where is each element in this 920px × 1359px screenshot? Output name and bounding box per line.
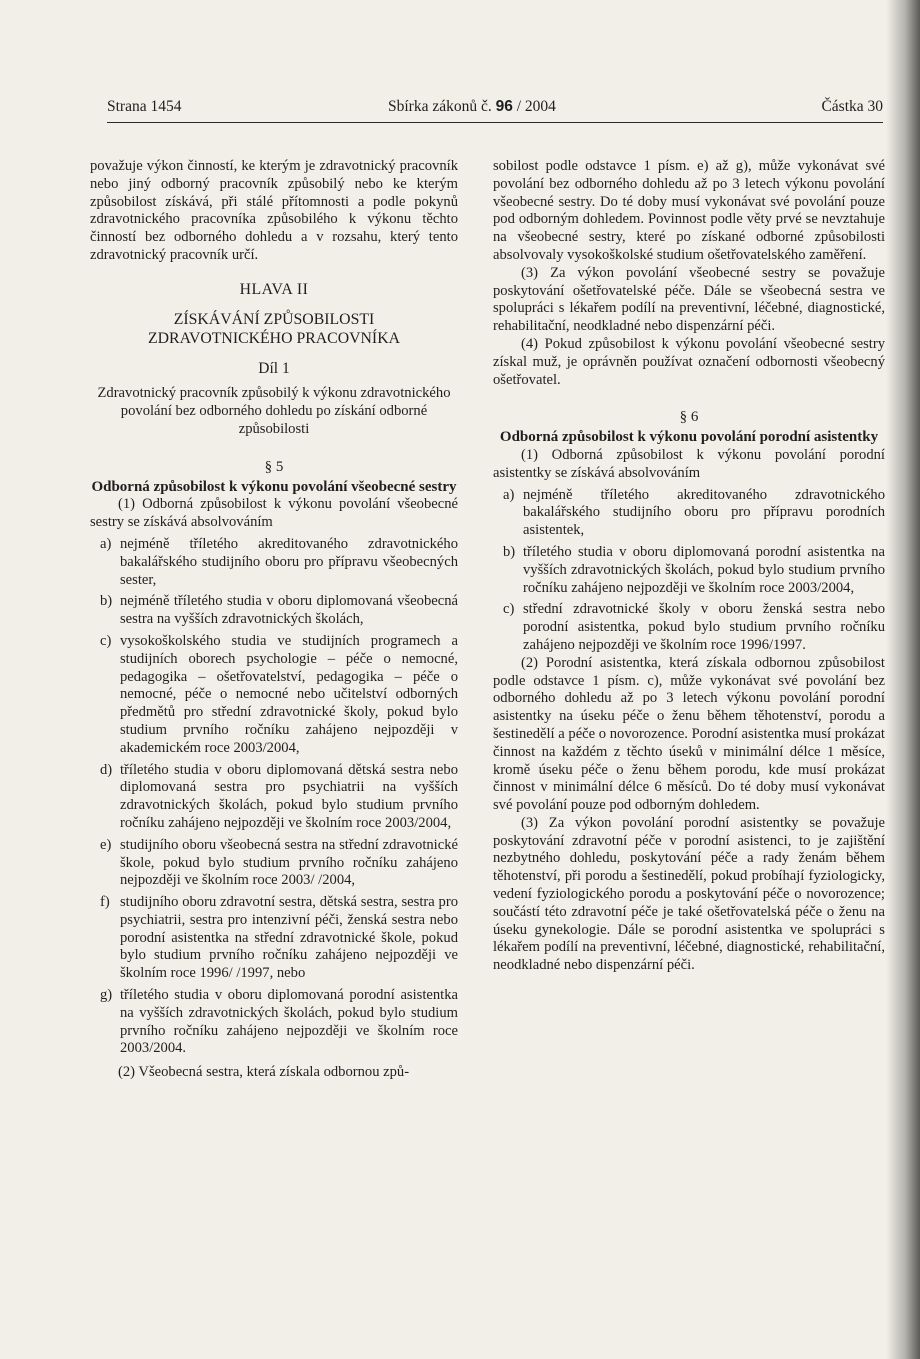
chapter-heading: HLAVA II: [239, 280, 309, 298]
list-item-text: studijního oboru zdravotní sestra, dětská sestra, sestra pro psychiatrii, sestra pro intenzivní péči, ženská sestra nebo porodní asistentka na střední zdravotnické škole, pokud bylo studium prvního ročníku zahájeno nejpozději ve školním roce 1996/ /1997, nebo: [120, 894, 458, 982]
list-item: [90, 987, 458, 1058]
list-item-text: vysokoškolského studia ve studijních programech a studijních oborech psychologie – péče o nemocné, pedagogika – ošetřovatelství, pedagogika – péče o nemocné, péče o nemocné nebo učitelství odborných předmětů pro střední zdravotnické školy, pokud bylo studium prvního ročníku zahájeno nejpozději v akademickém roce 2003/2004,: [120, 632, 458, 756]
collection-number: 96: [495, 98, 513, 115]
part-number: Částka 30: [821, 98, 883, 115]
list-item: [90, 536, 458, 589]
section-6-list: [493, 487, 885, 655]
list-item-label: b): [100, 593, 113, 610]
list-item: [90, 894, 458, 983]
section-5-paragraph-1: (1) Odborná způsobilost k výkonu povolání všeobecné sestry se získává absolvováním: [90, 496, 458, 531]
list-item-label: g): [100, 987, 113, 1004]
list-item: [90, 837, 458, 890]
section-5-paragraph-2-start: (2) Všeobecná sestra, která získala odbornou způ-: [118, 1064, 410, 1081]
section-6-paragraph-2: (2) Porodní asistentka, která získala odbornou způsobilost podle odstavce 1 písm. c), může vykonávat své povolání bez odborného dohledu až po 3 letech výkonu povolání porodní asistentky na úseku péče o ženu během těhotenství, porodu a šestinedělí a péče o novorozence. Porodní asistentka musí prokázat činnost na každém z těchto úseků v minimální délce 1 měsíce, kromě úseku péče o ženu během porodu, kde musí prokázat činnost v minimální délce 6 měsíců. Do té doby musí vykonávat své povolání pouze pod odborným dohledem.: [493, 654, 885, 814]
section-5-paragraph-2-continued: sobilost podle odstavce 1 písm. e) až g), může vykonávat své povolání bez odborného dohledu až po 3 letech výkonu povolání všeobecné sestry. Do té doby musí vykonávat své povolání pouze pod odborným dohledem. Povinnost podle věty prvé se nevztahuje na všeobecné sestry, které po získané odborné způsobilosti absolvovaly vysokoškolské studium ošetřovatelského zaměření.: [493, 158, 885, 263]
section-5-title: Odborná způsobilost k výkonu povolání všeobecné sestry: [91, 478, 457, 495]
section-5-paragraph-4: (4) Pokud způsobilost k výkonu povolání všeobecné sestry získal muž, je oprávněn používat označení odbornosti všeobecný ošetřovatel.: [493, 335, 885, 388]
left-column: [90, 158, 458, 1082]
list-item-label: e): [100, 836, 112, 853]
section-6-title: Odborná způsobilost k výkonu povolání porodní asistentky: [499, 429, 879, 446]
list-item-text: tříletého studia v oboru diplomovaná porodní asistentka na vyšších zdravotnických školách, pokud bylo studium prvního ročníku zahájeno nejpozději ve školním roce 2003/2004.: [120, 987, 458, 1057]
collection-prefix: Sbírka zákonů č.: [388, 98, 492, 115]
collection-year: / 2004: [516, 98, 556, 115]
intro-paragraph: považuje výkon činností, ke kterým je zdravotnický pracovník nebo jiný odborný pracovník způsobilý nebo ke kterým způsobilost získává, při stálé přítomnosti a podle pokynů zdravotnického pracovníka způsobilého k výkonu těchto činností bez odborného dohledu a v rozsahu, který tento zdravotnický pracovník určí.: [90, 158, 458, 263]
list-item-label: a): [503, 486, 515, 503]
list-item-text: studijního oboru všeobecná sestra na střední zdravotnické škole, pokud bylo studium prvního ročníku zahájeno nejpozději ve školním roce 2003/ /2004,: [120, 836, 458, 889]
collection-title: [388, 98, 556, 116]
list-item-label: c): [503, 601, 515, 618]
part-heading: Díl 1: [258, 359, 290, 377]
list-item-label: d): [100, 761, 113, 778]
list-item: [493, 544, 885, 597]
section-6-sign: § 6: [679, 409, 699, 426]
list-item: [493, 487, 885, 540]
page-number: Strana 1454: [107, 98, 182, 115]
list-item-label: c): [100, 632, 112, 649]
right-column: [493, 158, 885, 975]
list-item-text: nejméně tříletého akreditovaného zdravotnického bakalářského studijního oboru pro přípravu všeobecných sester,: [120, 535, 458, 588]
list-item-label: a): [100, 535, 112, 552]
section-6-paragraph-3: (3) Za výkon povolání porodní asistentky se považuje poskytování zdravotní péče v porodní asistenci, to je zajištění nezbytného dohledu, poskytování péče a rady ženám během těhotenství, při porodu a šestinedělí, pokud probíhají fyziologicky, vedení fyziologického porodu a poskytování péče o novorozence; součástí této zdravotní péče je také ošetřovatelská péče o ženu na úseku gynekologie. Dále se porodní asistentka ve spolupráci s lékařem podílí na preventivní, léčebné, diagnostické, rehabilitační, neodkladné nebo dispenzární péči.: [493, 814, 885, 974]
list-item-text: tříletého studia v oboru diplomovaná dětská sestra nebo diplomovaná sestra pro psychiatrii na vyšších zdravotnických školách, pokud bylo studium prvního ročníku zahájeno nejpozději ve školním roce 2003/2004,: [120, 761, 458, 831]
chapter-title-line-1: ZÍSKÁVÁNÍ ZPŮSOBILOSTI: [173, 310, 375, 328]
section-5-list: [90, 536, 458, 1058]
list-item: [90, 593, 458, 629]
page-edge-shadow: [886, 0, 920, 1359]
section-5-paragraph-3: (3) Za výkon povolání všeobecné sestry se považuje poskytování ošetřovatelské péče. Dále se všeobecná sestra ve spolupráci s lékařem podílí na preventivní, léčebné, diagnostické, rehabilitační, neodkladné nebo dispenzární péči.: [493, 264, 885, 335]
list-item-text: nejméně tříletého studia v oboru diplomovaná všeobecná sestra na vyšších zdravotnických školách,: [120, 593, 458, 628]
list-item: [493, 601, 885, 654]
list-item-label: b): [503, 543, 516, 560]
list-item-label: f): [100, 894, 110, 911]
list-item: [90, 633, 458, 758]
part-title: Zdravotnický pracovník způsobilý k výkonu zdravotnického povolání bez odborného dohledu po získání odborné způsobilosti: [97, 385, 451, 437]
header-rule: [107, 122, 883, 123]
list-item-text: střední zdravotnické školy v oboru ženská sestra nebo porodní asistentka, pokud bylo studium prvního ročníku zahájeno nejpozději ve školním roce 1996/1997.: [523, 601, 885, 653]
page-header: [107, 98, 883, 120]
list-item-text: tříletého studia v oboru diplomovaná porodní asistentka na vyšších zdravotnických školách, pokud bylo studium prvního ročníku zahájeno nejpozději ve školním roce 2003/2004,: [523, 543, 885, 596]
section-6-paragraph-1: (1) Odborná způsobilost k výkonu povolání porodní asistentky se získává absolvováním: [493, 446, 885, 481]
list-item-text: nejméně tříletého akreditovaného zdravotnického bakalářského studijního oboru pro přípravu porodních asistentek,: [523, 486, 885, 539]
section-5-sign: § 5: [264, 458, 284, 475]
list-item: [90, 762, 458, 833]
chapter-title-line-2: ZDRAVOTNICKÉHO PRACOVNÍKA: [147, 329, 401, 347]
